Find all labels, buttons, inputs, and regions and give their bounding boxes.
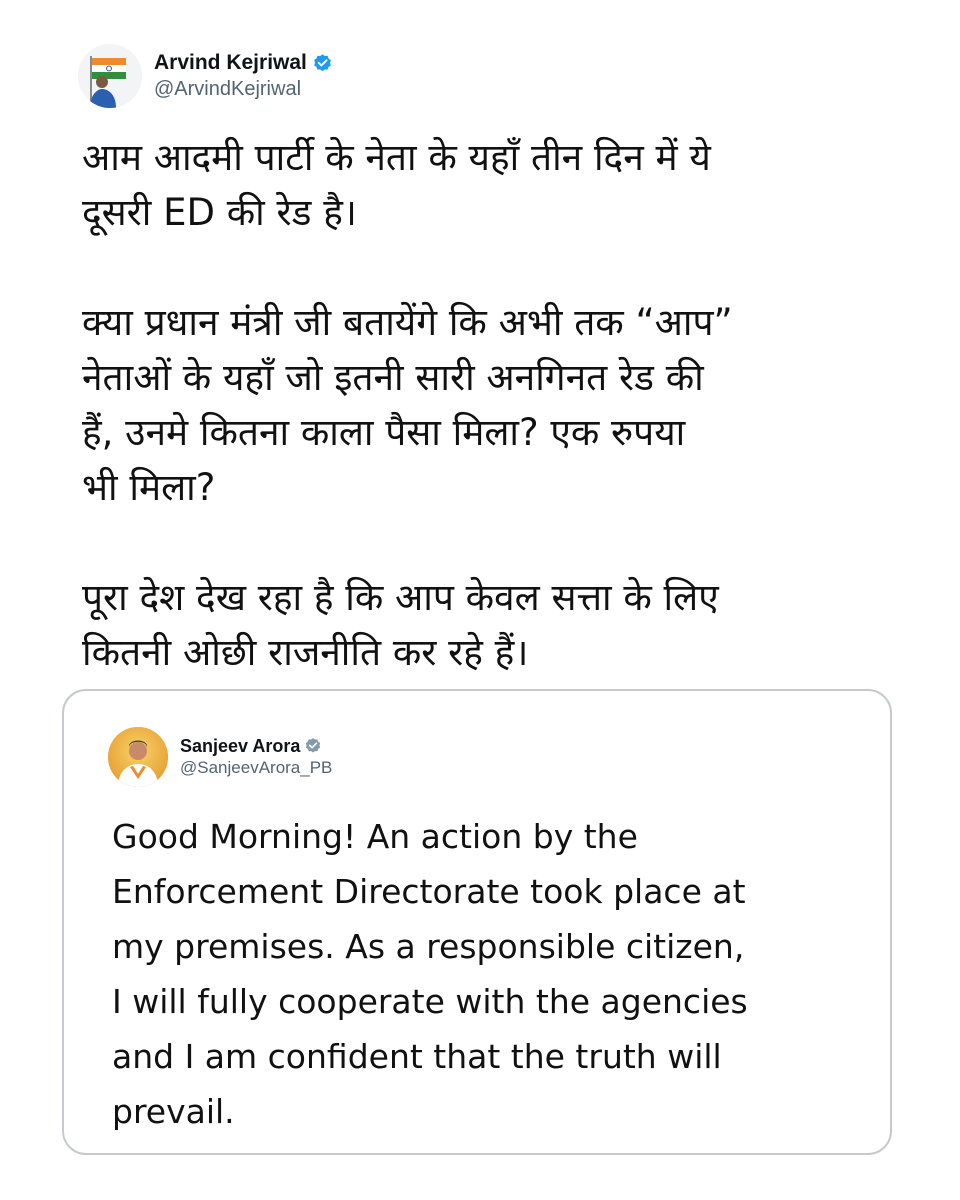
tweet-paragraph-3: पूरा देश देख रहा है कि आप केवल सत्ता के लिए कितनी ओछी राजनीति कर रहे हैं। (82, 576, 719, 674)
quoted-author-handle[interactable]: @SanjeevArora_PB (180, 758, 333, 777)
author-handle[interactable]: @ArvindKejriwal (154, 78, 302, 100)
quoted-tweet-text: Good Morning! An action by the Enforcement Directorate took place at my premises. As a responsible citizen, I will fully cooperate with the agencies and I am confident that the truth will prevail. (112, 817, 748, 1131)
verified-badge-icon (312, 53, 333, 74)
quoted-tweet-header (108, 727, 332, 787)
tweet-header (78, 40, 333, 112)
author-name[interactable]: Arvind Kejriwal (154, 51, 307, 74)
quoted-author-avatar[interactable] (108, 727, 168, 787)
author-avatar[interactable] (78, 44, 142, 108)
quoted-verified-badge-icon (304, 737, 322, 755)
quoted-tweet[interactable] (62, 689, 892, 1155)
quoted-avatar-image-icon (108, 727, 168, 787)
quoted-author-name[interactable]: Sanjeev Arora (180, 736, 301, 756)
tweet-paragraph-1: आम आदमी पार्टी के नेता के यहाँ तीन दिन में ये दूसरी ED की रेड है। (82, 136, 711, 234)
tweet-paragraph-2: क्या प्रधान मंत्री जी बतायेंगे कि अभी तक “आप” नेताओं के यहाँ जो इतनी सारी अनगिनत रेड की हैं, उनमे कितना काला पैसा मिला? एक रुपया भी मिला? (82, 301, 733, 509)
avatar-image-icon (78, 44, 142, 108)
tweet-text (82, 130, 892, 680)
